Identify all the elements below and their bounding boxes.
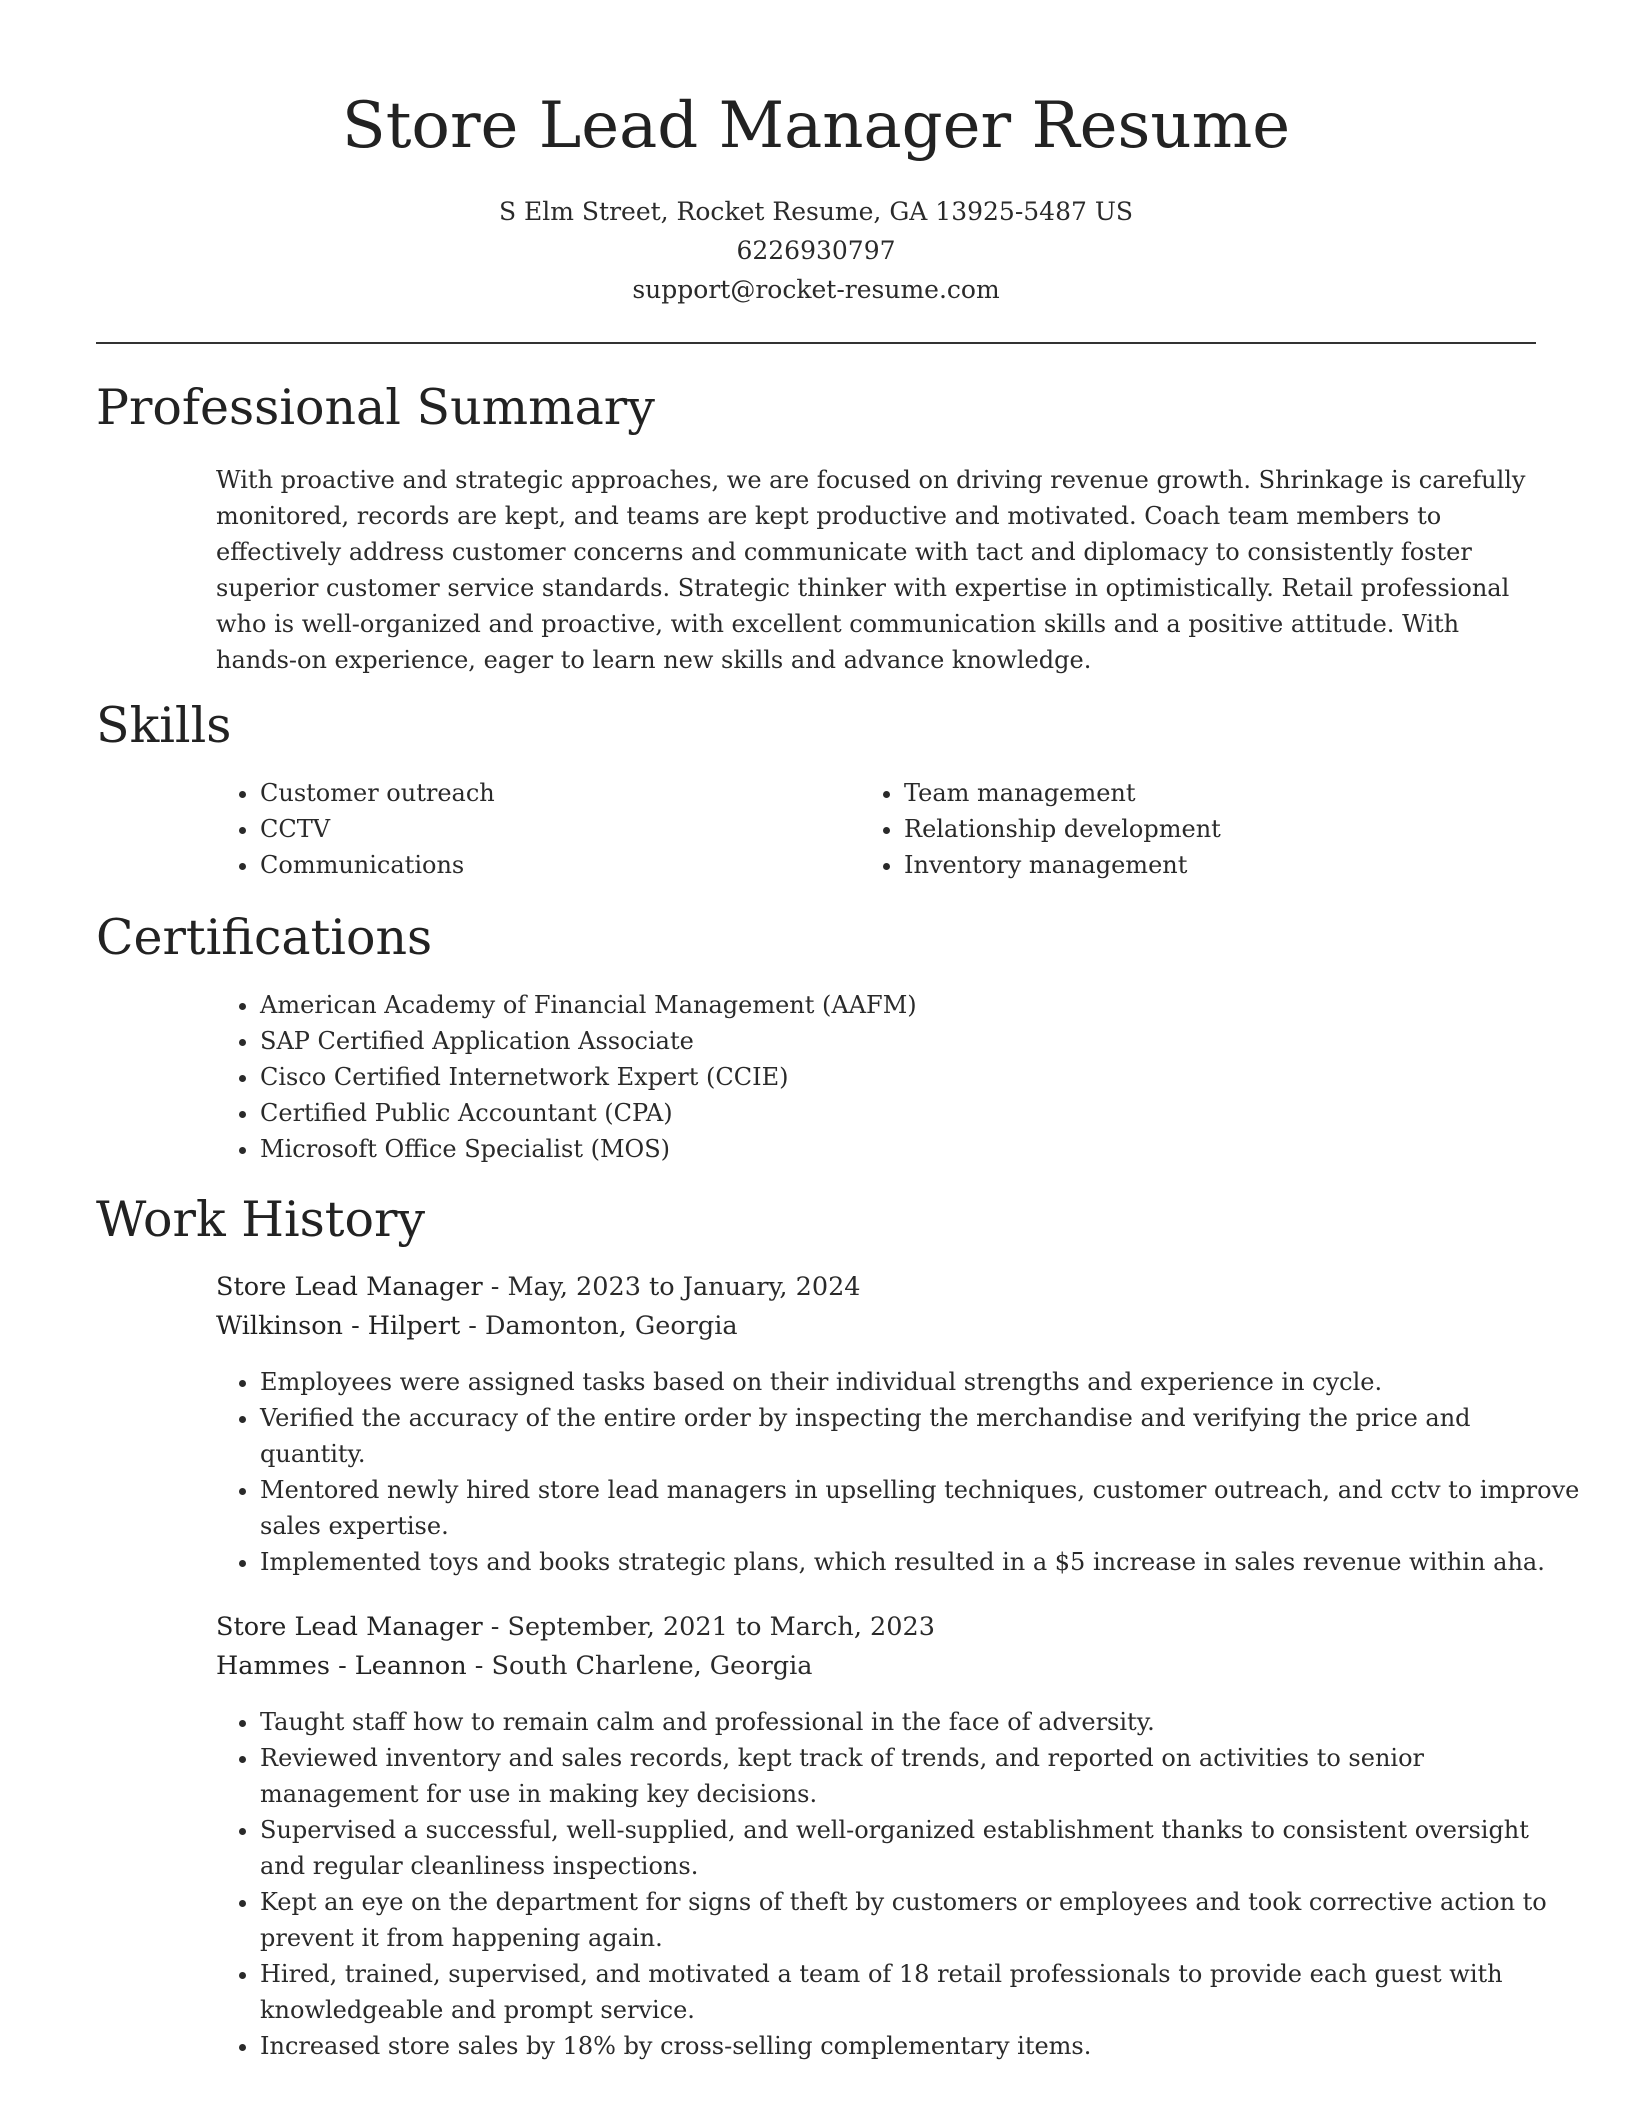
certification-item: • American Academy of Financial Management (AAFM) [260,987,1580,1023]
certification-item: • Microsoft Office Specialist (MOS) [260,1131,1580,1167]
separator: - [482,1612,508,1642]
job-company: Wilkinson - Hilpert [216,1311,461,1341]
job-location: South Charlene, Georgia [491,1651,813,1681]
work-history-heading: Work History [96,1191,426,1248]
skill-item: • CCTV [260,811,860,847]
skill-item: • Inventory management [904,847,1544,883]
certifications-heading: Certifications [96,909,433,966]
job-company: Hammes - Leannon [216,1651,467,1681]
job-bullets [216,1704,1580,2064]
skill-item: • Relationship development [904,811,1544,847]
job-title: Store Lead Manager [216,1272,483,1302]
job-title: Store Lead Manager [216,1612,483,1642]
skills-heading: Skills [96,697,232,754]
certifications-list [216,987,1580,1167]
job-bullet: • Increased store sales by 18% by cross-selling complementary items. [260,2028,1580,2064]
job-title-line [216,1608,1536,1647]
job-title-line [216,1268,1536,1307]
job-bullet: • Kept an eye on the department for signs of theft by customers or employees and took corrective action to prevent it from happening again. [260,1884,1580,1956]
job-bullet: • Hired, trained, supervised, and motivated a team of 18 retail professionals to provide each guest with knowledgeable and prompt service. [260,1956,1580,2028]
job-bullet: • Supervised a successful, well-supplied, and well-organized establishment thanks to consistent oversight and regular cleanliness inspections. [260,1812,1580,1884]
job-bullets [216,1364,1580,1580]
job-bullet: • Implemented toys and books strategic plans, which resulted in a $5 increase in sales revenue within aha. [260,1544,1580,1580]
skill-item: • Communications [260,847,860,883]
job-dates: May, 2023 to January, 2024 [507,1272,861,1302]
contact-phone: 6226930797 [736,236,896,265]
contact-address: S Elm Street, Rocket Resume, GA 13925-5487 US [498,197,1134,226]
skills-list-right [860,775,1544,883]
job-bullet: • Employees were assigned tasks based on their individual strengths and experience in cycle. [260,1364,1580,1400]
certification-item: • Cisco Certified Internetwork Expert (CCIE) [260,1059,1580,1095]
certification-item: • Certified Public Accountant (CPA) [260,1095,1580,1131]
header-divider [96,342,1536,344]
certification-item: • SAP Certified Application Associate [260,1023,1580,1059]
job-bullet: • Mentored newly hired store lead managers in upselling techniques, customer outreach, and cctv to improve sales expertise. [260,1472,1580,1544]
skills-list-left [216,775,860,883]
job-dates: September, 2021 to March, 2023 [507,1612,935,1642]
job-bullet: • Taught staff how to remain calm and professional in the face of adversity. [260,1704,1580,1740]
job-company-line [216,1307,1536,1346]
skill-item: • Team management [904,775,1544,811]
skill-item: • Customer outreach [260,775,860,811]
job-bullet: • Verified the accuracy of the entire order by inspecting the merchandise and verifying the price and quantity. [260,1400,1580,1472]
contact-email: support@rocket-resume.com [632,275,1000,304]
separator: - [482,1272,508,1302]
job-bullet: • Reviewed inventory and sales records, kept track of trends, and reported on activities to senior management for use in making key decisions. [260,1740,1580,1812]
job-company-line [216,1647,1536,1686]
separator: - [466,1651,492,1681]
resume-header [0,0,1632,309]
contact-info [0,192,1632,309]
resume-title: Store Lead Manager Resume [341,89,1291,163]
separator: - [460,1311,486,1341]
job-location: Damonton, Georgia [485,1311,738,1341]
summary-text: With proactive and strategic approaches, we are focused on driving revenue growth. Shrinkage is carefully monitored, records are kept, and teams are kept productive and motivated. Coach team members to effectively address customer concerns and communicate with tact and diplomacy to consistently foster superior customer service standards. Strategic thinker with expertise in optimistically. Retail professional who is well-organized and proactive, with excellent communication skills and a positive attitude. With hands-on experience, eager to learn new skills and advance knowledge. [216,466,1526,674]
summary-heading: Professional Summary [96,379,655,436]
